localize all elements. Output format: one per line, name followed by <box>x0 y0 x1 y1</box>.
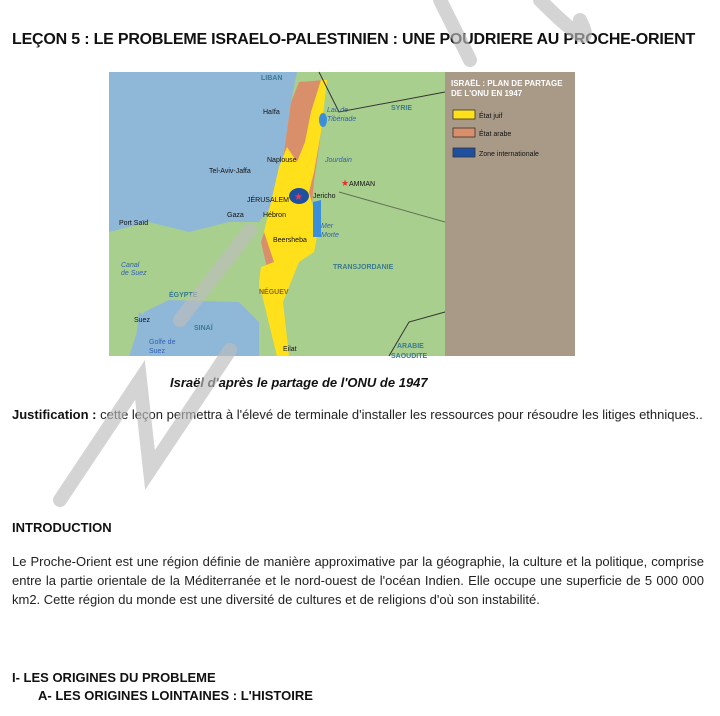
svg-text:Haïfa: Haïfa <box>263 109 280 116</box>
partition-map <box>109 72 575 360</box>
svg-text:Canal: Canal <box>121 262 140 269</box>
svg-text:Suez: Suez <box>134 317 150 324</box>
svg-text:LIBAN: LIBAN <box>261 75 283 82</box>
svg-text:Gaza: Gaza <box>227 212 244 219</box>
svg-text:Morte: Morte <box>321 232 339 239</box>
svg-text:Eilat: Eilat <box>283 346 297 353</box>
lesson-title: LEÇON 5 : LE PROBLEME ISRAELO-PALESTINIEN : UNE POUDRIERE AU PROCHE-ORIENT <box>12 31 696 48</box>
svg-text:Tibériade: Tibériade <box>327 116 357 123</box>
map-caption: Israël d'après le partage de l'ONU de 1947 <box>170 375 428 390</box>
svg-text:SAOUDITE: SAOUDITE <box>391 353 428 360</box>
svg-text:Beersheba: Beersheba <box>273 237 307 244</box>
svg-text:Jourdain: Jourdain <box>325 157 352 164</box>
svg-text:NÉGUEV: NÉGUEV <box>259 289 289 296</box>
svg-text:Port Saïd: Port Saïd <box>119 220 149 227</box>
justification-paragraph <box>12 405 704 424</box>
section-1a-heading: A- LES ORIGINES LOINTAINES : L'HISTOIRE <box>38 688 313 703</box>
introduction-paragraph: Le Proche-Orient est une région définie de manière approximative par la géographie, la culture et la politique, comprise entre la partie orientale de la Méditerranée et le nord-ouest de l'océan Indien. Elle occupe une superficie de 5 000 000 km2. Cette région du monde est une diversité de cultures et de religions d'où son instabilité. <box>12 554 704 607</box>
svg-text:Jericho: Jericho <box>313 193 336 200</box>
svg-text:TRANSJORDANIE: TRANSJORDANIE <box>333 264 394 271</box>
svg-text:Zone internationale: Zone internationale <box>479 151 539 158</box>
introduction-heading: INTRODUCTION <box>12 520 112 535</box>
svg-text:Naplouse: Naplouse <box>267 157 297 164</box>
svg-text:Hébron: Hébron <box>263 212 286 219</box>
svg-text:ISRAËL : PLAN DE PARTAGE: ISRAËL : PLAN DE PARTAGE <box>451 79 563 88</box>
svg-text:AMMAN: AMMAN <box>349 181 376 188</box>
svg-text:ARABIE: ARABIE <box>397 343 424 350</box>
section-1-heading: I- LES ORIGINES DU PROBLEME <box>12 670 216 685</box>
svg-text:SINAÏ: SINAÏ <box>194 325 213 332</box>
svg-text:ÉGYPTE: ÉGYPTE <box>169 292 198 299</box>
svg-text:★: ★ <box>341 178 350 188</box>
svg-text:État juif: État juif <box>479 113 503 120</box>
justification-label: Justification : <box>12 407 97 422</box>
justification-text: cette leçon permettra à l'élevé de terminale d'installer les ressources pour résoudre les litiges ethniques.. <box>96 407 703 422</box>
svg-text:Tel-Aviv-Jaffa: Tel-Aviv-Jaffa <box>209 168 251 175</box>
svg-text:Mer: Mer <box>321 223 334 230</box>
svg-text:Lac de: Lac de <box>327 107 349 114</box>
svg-text:Golfe de: Golfe de <box>149 339 176 346</box>
svg-text:DE L'ONU EN 1947: DE L'ONU EN 1947 <box>451 89 523 98</box>
svg-text:de Suez: de Suez <box>121 270 147 277</box>
svg-text:État arabe: État arabe <box>479 131 512 138</box>
svg-text:Suez: Suez <box>149 348 165 355</box>
svg-text:JÉRUSALEM: JÉRUSALEM <box>247 197 290 204</box>
svg-text:★: ★ <box>294 192 303 203</box>
svg-text:SYRIE: SYRIE <box>391 105 413 112</box>
